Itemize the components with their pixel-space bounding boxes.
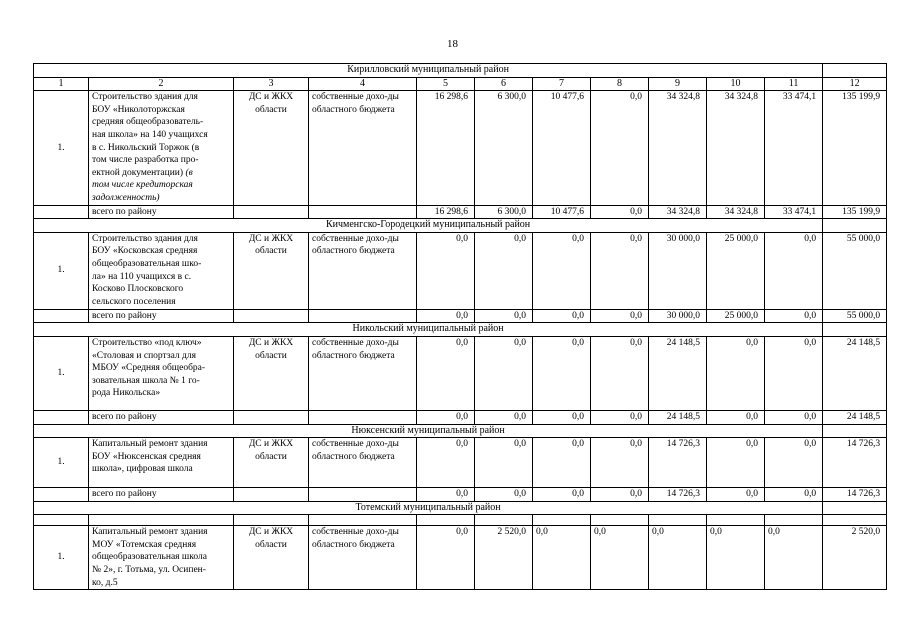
total-label: всего по району	[89, 309, 234, 323]
organization: ДС и ЖКХ области	[234, 336, 309, 410]
total-cell: 24 148,5	[823, 410, 887, 424]
row-number: 1.	[34, 336, 89, 410]
project-name	[89, 336, 234, 410]
name-line: «Столовая и спортзал для	[92, 350, 196, 361]
name-line: ла» на 110 учащихся в с.	[92, 271, 192, 282]
total-cell: 135 199,9	[823, 205, 887, 219]
budget-table	[33, 63, 887, 590]
name-line: сельского поселения	[92, 296, 176, 307]
total-row	[34, 205, 887, 219]
total-cell: 10 477,6	[533, 205, 591, 219]
project-name	[89, 526, 234, 590]
name-line: МОУ «Тотемская средняя	[92, 539, 197, 550]
total-cell: 0,0	[707, 488, 765, 502]
row-number: 1.	[34, 91, 89, 205]
value-cell: 34 324,8	[649, 91, 707, 205]
total-cell: 33 474,1	[765, 205, 823, 219]
name-line: ная школа» на 140 учащихся	[92, 129, 208, 140]
value-cell: 14 726,3	[649, 438, 707, 488]
value-cell: 2 520,0	[475, 526, 533, 590]
total-cell: 0,0	[533, 410, 591, 424]
funding-source: собственные дохо-ды областного бюджета	[309, 91, 417, 205]
organization: ДС и ЖКХ области	[234, 526, 309, 590]
project-name	[89, 438, 234, 488]
name-line: рода Никольска»	[92, 388, 161, 399]
project-name	[89, 91, 234, 205]
value-cell: 0,0	[417, 438, 475, 488]
total-cell: 16 298,6	[417, 205, 475, 219]
name-line: Капитальный ремонт здания	[92, 439, 208, 450]
value-cell: 2 520,0	[823, 526, 887, 590]
total-cell: 24 148,5	[649, 410, 707, 424]
col-header: 9	[649, 77, 707, 91]
value-cell: 24 148,5	[823, 336, 887, 410]
total-cell: 0,0	[707, 410, 765, 424]
col-header: 1	[34, 77, 89, 91]
name-italic: (в	[185, 167, 193, 178]
total-cell: 55 000,0	[823, 309, 887, 323]
value-cell: 0,0	[591, 91, 649, 205]
col-header: 6	[475, 77, 533, 91]
value-cell: 0,0	[591, 336, 649, 410]
total-cell: 6 300,0	[475, 205, 533, 219]
organization: ДС и ЖКХ области	[234, 232, 309, 309]
total-cell: 0,0	[533, 309, 591, 323]
value-cell: 0,0	[417, 336, 475, 410]
value-cell: 24 148,5	[649, 336, 707, 410]
value-cell: 0,0	[475, 438, 533, 488]
name-italic: том числе кредиторская	[92, 180, 193, 191]
col-header: 12	[823, 77, 887, 91]
name-line: ектной документации)	[92, 167, 184, 178]
name-line: в с. Никольский Торжок (в	[92, 142, 200, 153]
total-cell: 0,0	[765, 309, 823, 323]
name-line: ко, д.5	[92, 577, 118, 588]
value-cell: 0,0	[649, 526, 707, 590]
name-line: № 2», г. Тотьма, ул. Осипен-	[92, 565, 206, 576]
page-number: 18	[447, 38, 458, 50]
value-cell: 34 324,8	[707, 91, 765, 205]
value-cell: 135 199,9	[823, 91, 887, 205]
total-label: всего по району	[89, 410, 234, 424]
col-header: 2	[89, 77, 234, 91]
funding-source: собственные дохо-ды областного бюджета	[309, 336, 417, 410]
section-title: Кичменгско-Городецкий муниципальный район	[34, 219, 823, 233]
value-cell: 0,0	[765, 232, 823, 309]
section-title: Никольский муниципальный район	[34, 323, 823, 337]
total-cell: 34 324,8	[707, 205, 765, 219]
total-cell: 0,0	[475, 488, 533, 502]
total-cell: 25 000,0	[707, 309, 765, 323]
total-row	[34, 410, 887, 424]
row-number: 1.	[34, 232, 89, 309]
name-line: Строительство здания для	[92, 233, 198, 244]
value-cell: 0,0	[765, 438, 823, 488]
row-number: 1.	[34, 438, 89, 488]
funding-source: собственные дохо-ды областного бюджета	[309, 232, 417, 309]
name-line: Косково Плосковского	[92, 284, 184, 295]
name-line: средняя общеобразователь-	[92, 117, 204, 128]
total-cell: 30 000,0	[649, 309, 707, 323]
total-cell: 0,0	[591, 488, 649, 502]
name-line: БОУ «Косковская средняя	[92, 246, 198, 257]
total-cell: 0,0	[475, 309, 533, 323]
total-cell: 34 324,8	[649, 205, 707, 219]
value-cell: 0,0	[707, 336, 765, 410]
total-cell: 0,0	[591, 309, 649, 323]
name-line: БОУ «Николоторжская	[92, 104, 185, 115]
name-italic: задолженность)	[92, 192, 160, 203]
name-line: школа», цифровая школа	[92, 464, 193, 475]
total-cell: 14 726,3	[823, 488, 887, 502]
total-cell: 0,0	[765, 410, 823, 424]
value-cell: 0,0	[417, 526, 475, 590]
value-cell: 14 726,3	[823, 438, 887, 488]
table-row	[34, 91, 887, 205]
table-row	[34, 336, 887, 410]
total-cell: 0,0	[765, 488, 823, 502]
row-number: 1.	[34, 526, 89, 590]
col-header: 3	[234, 77, 309, 91]
name-line: том числе разработка про-	[92, 155, 199, 166]
value-cell: 33 474,1	[765, 91, 823, 205]
total-label: всего по району	[89, 205, 234, 219]
total-cell: 0,0	[417, 309, 475, 323]
name-line: общеобразовательная шко-	[92, 258, 202, 269]
section-title: Нюксенский муниципальный район	[34, 424, 823, 438]
value-cell: 0,0	[765, 336, 823, 410]
value-cell: 25 000,0	[707, 232, 765, 309]
value-cell: 10 477,6	[533, 91, 591, 205]
value-cell: 0,0	[533, 232, 591, 309]
organization: ДС и ЖКХ области	[234, 438, 309, 488]
funding-source: собственные дохо-ды областного бюджета	[309, 526, 417, 590]
value-cell: 55 000,0	[823, 232, 887, 309]
value-cell: 0,0	[765, 526, 823, 590]
value-cell: 0,0	[475, 336, 533, 410]
value-cell: 30 000,0	[649, 232, 707, 309]
name-line: Строительство здания для	[92, 92, 198, 103]
total-cell: 0,0	[417, 410, 475, 424]
value-cell: 0,0	[591, 438, 649, 488]
value-cell: 16 298,6	[417, 91, 475, 205]
name-line: БОУ «Нюксенская средняя	[92, 451, 201, 462]
value-cell: 6 300,0	[475, 91, 533, 205]
total-label: всего по району	[89, 488, 234, 502]
name-line: Строительство «под ключ»	[92, 337, 202, 348]
value-cell: 0,0	[591, 232, 649, 309]
total-cell: 0,0	[533, 488, 591, 502]
value-cell: 0,0	[707, 438, 765, 488]
table-row	[34, 438, 887, 488]
total-cell: 0,0	[475, 410, 533, 424]
total-cell: 0,0	[591, 205, 649, 219]
total-cell: 0,0	[591, 410, 649, 424]
project-name	[89, 232, 234, 309]
total-cell: 0,0	[417, 488, 475, 502]
organization: ДС и ЖКХ области	[234, 91, 309, 205]
value-cell: 0,0	[475, 232, 533, 309]
col-header: 5	[417, 77, 475, 91]
col-header: 11	[765, 77, 823, 91]
name-line: Капитальный ремонт здания	[92, 527, 208, 538]
name-line: общеобразовательная школа	[92, 552, 207, 563]
col-header: 8	[591, 77, 649, 91]
value-cell: 0,0	[533, 438, 591, 488]
col-header: 7	[533, 77, 591, 91]
value-cell: 0,0	[533, 336, 591, 410]
table-row	[34, 526, 887, 590]
section-title: Тотемский муниципальный район	[34, 501, 823, 515]
value-cell: 0,0	[591, 526, 649, 590]
name-line: зовательная школа № 1 го-	[92, 375, 200, 386]
col-header: 10	[707, 77, 765, 91]
funding-source: собственные дохо-ды областного бюджета	[309, 438, 417, 488]
column-header-row	[34, 77, 887, 91]
table-row	[34, 232, 887, 309]
section-title: Кирилловский муниципальный район	[34, 64, 823, 78]
total-row	[34, 488, 887, 502]
name-line: МБОУ «Средняя общеобра-	[92, 363, 206, 374]
col-header: 4	[309, 77, 417, 91]
value-cell: 0,0	[707, 526, 765, 590]
value-cell: 0,0	[533, 526, 591, 590]
total-cell: 14 726,3	[649, 488, 707, 502]
total-row	[34, 309, 887, 323]
value-cell: 0,0	[417, 232, 475, 309]
